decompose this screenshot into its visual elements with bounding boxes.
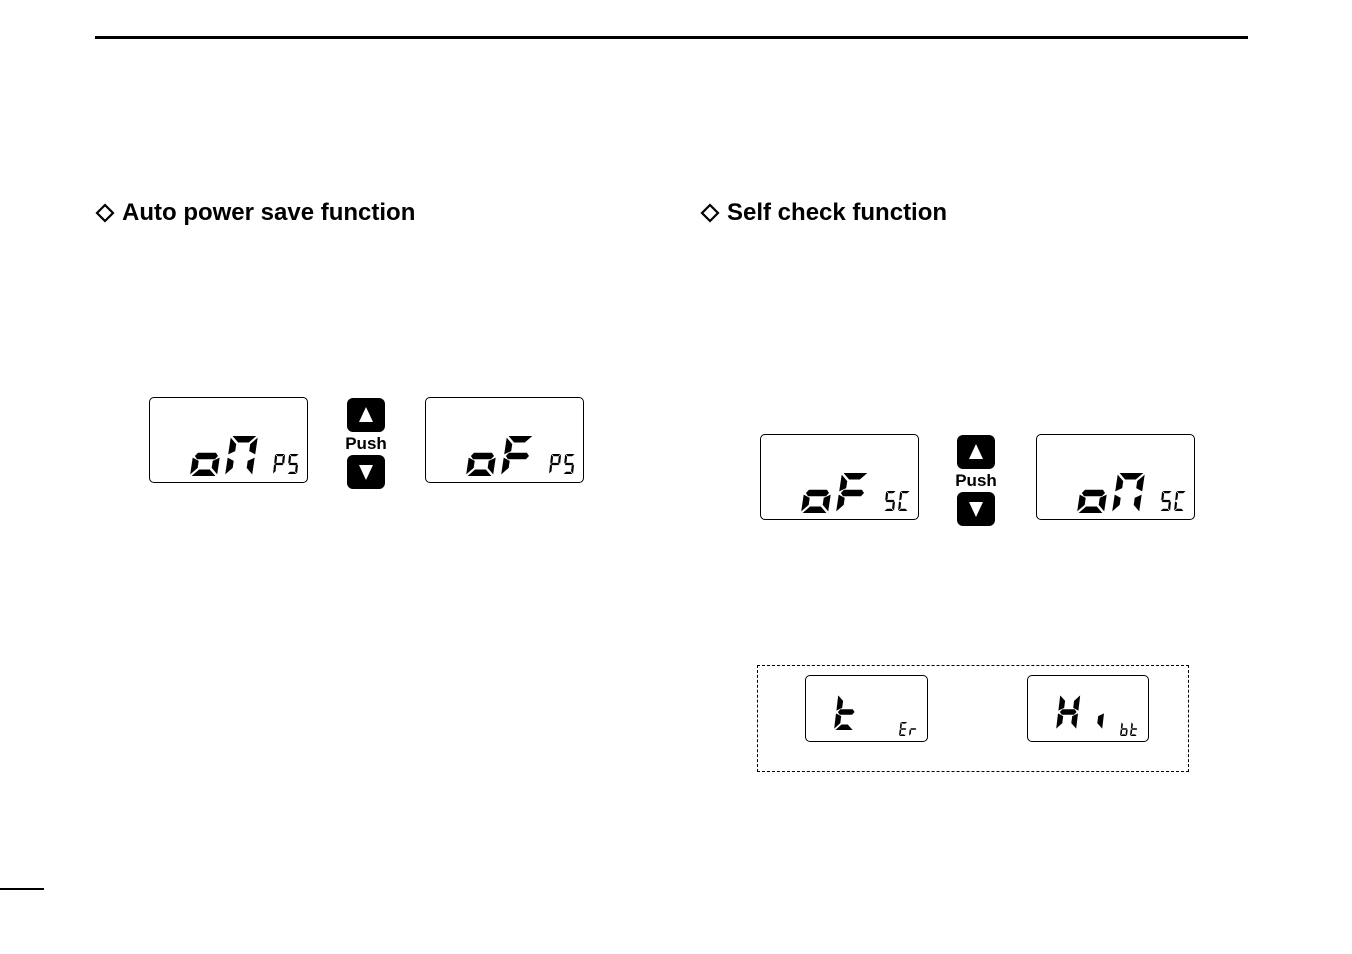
lcd-segment <box>550 455 553 464</box>
lcd-segment <box>836 495 845 512</box>
lcd-sub-digit <box>1130 722 1137 736</box>
lcd-segment <box>1060 709 1077 715</box>
lcd-segment <box>1082 490 1105 497</box>
lcd-segment <box>1161 492 1164 501</box>
lcd-display <box>425 397 584 483</box>
lcd-segment <box>504 438 512 455</box>
lcd-segment <box>288 455 291 464</box>
down-arrow-icon <box>347 455 385 489</box>
lcd-sub-digit <box>1120 722 1128 736</box>
lcd-main-digit <box>190 453 220 476</box>
up-down-key-pad <box>948 435 1004 526</box>
lcd-segment <box>803 507 827 514</box>
lcd-segment <box>1175 509 1184 511</box>
lcd-segment <box>839 475 847 492</box>
lcd-readout <box>1037 435 1194 519</box>
lcd-readout <box>1028 676 1148 741</box>
lcd-segment <box>1099 495 1107 512</box>
lcd-main-digit <box>1112 473 1145 511</box>
lcd-segment <box>1079 507 1103 514</box>
top-rule <box>95 36 1248 39</box>
lcd-segment <box>900 722 902 728</box>
lcd-segment <box>288 472 297 474</box>
lcd-segment <box>1163 491 1172 493</box>
lcd-sub-digit <box>898 491 910 511</box>
lcd-display <box>760 434 919 520</box>
lcd-main-digit <box>466 453 496 476</box>
lcd-segment <box>233 436 257 443</box>
lcd-segment <box>899 509 908 511</box>
lcd-segment <box>806 490 829 497</box>
lcd-display <box>149 397 308 483</box>
up-key[interactable] <box>347 398 385 432</box>
lcd-segment <box>901 722 907 724</box>
section-heading-auto-power-save <box>95 201 415 225</box>
lcd-sub-digit <box>899 722 907 736</box>
diamond-bullet-icon <box>700 203 720 223</box>
lcd-segment <box>1177 491 1186 493</box>
lcd-segment <box>1056 713 1063 728</box>
lcd-segment <box>566 454 575 456</box>
lcd-segment <box>1112 495 1121 512</box>
lcd-segment <box>471 453 494 460</box>
lcd-segment <box>1175 492 1178 501</box>
lcd-segment <box>823 495 831 512</box>
lcd-main-digit <box>1056 695 1080 728</box>
lcd-segment <box>885 509 894 511</box>
lcd-segment <box>1120 473 1144 480</box>
lcd-segment <box>835 725 852 731</box>
lcd-sub-digit <box>549 454 561 474</box>
lcd-segment <box>887 491 896 493</box>
lcd-segment <box>1131 728 1137 730</box>
push-label: Push <box>955 471 997 490</box>
lcd-segment <box>468 470 492 477</box>
lcd-readout <box>806 676 927 741</box>
lcd-segment <box>273 465 276 474</box>
push-label: Push <box>345 434 387 453</box>
lcd-segment <box>228 438 236 455</box>
lcd-segment <box>1097 713 1104 728</box>
section-heading-self-check <box>700 201 947 225</box>
lcd-sub-digit <box>1161 491 1172 511</box>
lcd-readout <box>150 398 307 482</box>
lcd-segment <box>1134 495 1142 512</box>
lcd-sub-digit <box>1174 491 1186 511</box>
lcd-segment <box>900 728 906 730</box>
lcd-display-small <box>805 675 928 742</box>
lcd-segment <box>899 734 905 736</box>
down-key[interactable] <box>957 492 995 526</box>
lcd-segment <box>225 458 234 475</box>
lcd-segment <box>1131 722 1133 728</box>
lcd-segment <box>836 695 843 710</box>
lcd-readout <box>426 398 583 482</box>
lcd-segment <box>886 500 895 502</box>
lcd-segment <box>1073 695 1080 710</box>
lcd-segment <box>1121 722 1123 728</box>
lcd-segment <box>1161 509 1170 511</box>
lcd-segment <box>1121 728 1127 730</box>
lcd-segment <box>571 465 574 474</box>
lcd-segment <box>274 455 277 464</box>
lcd-main-digit <box>501 436 532 474</box>
lcd-segment <box>295 465 298 474</box>
lcd-segment <box>1115 475 1123 492</box>
lcd-segment <box>1120 729 1122 735</box>
lcd-segment <box>1130 734 1136 736</box>
lcd-segment <box>844 473 868 480</box>
lcd-display-small <box>1027 675 1149 742</box>
lcd-segment <box>1162 500 1171 502</box>
lcd-segment <box>565 463 574 465</box>
lcd-segment <box>506 453 529 460</box>
lcd-segment <box>488 458 496 475</box>
lcd-main-digit <box>225 436 258 474</box>
lcd-segment <box>899 729 901 735</box>
bottom-rule <box>0 888 44 890</box>
lcd-segment <box>501 458 510 475</box>
up-arrow-icon <box>347 398 385 432</box>
lcd-main-digit <box>1097 713 1104 728</box>
lcd-segment <box>289 463 298 465</box>
lcd-segment <box>1168 502 1171 511</box>
lcd-main-digit <box>1077 490 1107 513</box>
lcd-segment <box>195 453 218 460</box>
lcd-main-digit <box>836 473 867 511</box>
lcd-sub-digit <box>273 454 285 474</box>
lcd-segment <box>1126 729 1128 735</box>
lcd-sub-digit <box>909 728 916 735</box>
lcd-segment <box>549 465 552 474</box>
lcd-readout <box>761 435 918 519</box>
lcd-sub-digit <box>288 454 299 474</box>
down-arrow-icon <box>957 492 995 526</box>
lcd-segment <box>552 454 561 456</box>
lcd-sub-digit <box>885 491 896 511</box>
lcd-segment <box>838 709 855 715</box>
section-title: Auto power save function <box>122 199 416 226</box>
lcd-segment <box>564 455 567 464</box>
lcd-segment <box>551 463 560 465</box>
lcd-segment <box>192 470 216 477</box>
lcd-main-digit <box>834 695 854 730</box>
lcd-segment <box>290 454 299 456</box>
lcd-segment <box>910 728 916 730</box>
lcd-segment <box>841 490 864 497</box>
lcd-segment <box>1120 734 1126 736</box>
lcd-segment <box>276 454 285 456</box>
lcd-segment <box>1130 729 1132 735</box>
up-arrow-icon <box>957 435 995 469</box>
lcd-segment <box>1071 713 1078 728</box>
lcd-segment <box>899 492 902 501</box>
lcd-segment <box>885 492 888 501</box>
lcd-sub-digit <box>564 454 575 474</box>
up-down-key-pad <box>338 398 394 489</box>
lcd-segment <box>909 729 911 735</box>
lcd-display <box>1036 434 1195 520</box>
lcd-segment <box>564 472 573 474</box>
lcd-segment <box>509 436 533 443</box>
up-key[interactable] <box>957 435 995 469</box>
lcd-segment <box>212 458 220 475</box>
section-title: Self check function <box>727 199 948 226</box>
lcd-main-digit <box>801 490 831 513</box>
down-key[interactable] <box>347 455 385 489</box>
lcd-segment <box>892 502 895 511</box>
lcd-segment <box>247 458 255 475</box>
lcd-segment <box>275 463 284 465</box>
lcd-segment <box>1058 695 1065 710</box>
diamond-bullet-icon <box>95 203 115 223</box>
lcd-segment <box>901 491 910 493</box>
